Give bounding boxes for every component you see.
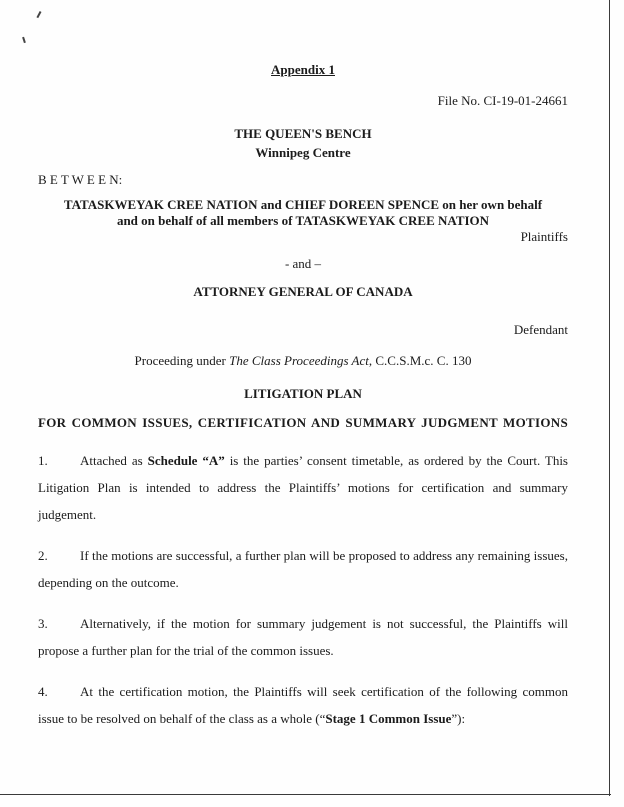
- paragraph-4-number: 4.: [38, 684, 48, 699]
- plaintiff-line-1: TATASKWEYAK CREE NATION and CHIEF DOREEN SPENCE on her own behalf: [63, 197, 543, 212]
- plaintiff-role-label: Plaintiffs: [520, 229, 568, 244]
- scan-edge-line-right: [609, 0, 610, 796]
- and-separator: - and –: [284, 256, 322, 271]
- appendix-heading: Appendix 1: [271, 62, 335, 77]
- paragraph-4-text: ”):: [451, 711, 466, 726]
- paragraph-4-text: At the certification motion, the Plaintiffs will seek certification of the following common issue to be resolved on behalf of the class as a whole (“: [38, 684, 568, 726]
- proceeding-line: [38, 353, 568, 369]
- court-centre: Winnipeg Centre: [255, 145, 351, 160]
- scan-edge-line-bottom: [0, 794, 611, 795]
- paragraph-1-number: 1.: [38, 453, 48, 468]
- between-label: B E T W E E N:: [38, 172, 123, 187]
- proceeding-prefix: Proceeding under: [134, 353, 230, 368]
- paragraph-3-text: Alternatively, if the motion for summary judgement is not successful, the Plaintiffs will propose a further plan for the trial of the common issues.: [38, 616, 568, 658]
- defendant-role-label: Defendant: [513, 322, 568, 337]
- paragraph-3-number: 3.: [38, 616, 48, 631]
- paragraph-4: [38, 678, 568, 732]
- defendant-name: ATTORNEY GENERAL OF CANADA: [193, 284, 413, 299]
- paragraph-1-text-bold: Schedule “A”: [147, 453, 225, 468]
- court-name: THE QUEEN'S BENCH: [234, 126, 372, 141]
- paragraph-4-text-bold: Stage 1 Common Issue: [325, 711, 452, 726]
- paragraph-2-number: 2.: [38, 548, 48, 563]
- paragraph-1-text: Attached as: [80, 453, 148, 468]
- paragraph-1: [38, 447, 568, 528]
- paragraph-2-text: If the motions are successful, a further plan will be proposed to address any remaining issues, depending on the outcome.: [38, 548, 568, 590]
- proceeding-suffix: , C.C.S.M.c. C. 130: [368, 353, 472, 368]
- plaintiff-name-block: [38, 197, 568, 229]
- plaintiff-line-2: and on behalf of all members of TATASKWEYAK CREE NATION: [116, 213, 490, 228]
- paragraph-3: [38, 610, 568, 664]
- document-title: LITIGATION PLAN: [244, 386, 362, 401]
- document-subtitle: FOR COMMON ISSUES, CERTIFICATION AND SUMMARY JUDGMENT MOTIONS: [38, 415, 568, 430]
- paragraph-1-text: is the parties’ consent timetable, as ordered by the Court. This Litigation Plan is intended to address the Plaintiffs’ motions for certification and summary judgement.: [38, 453, 568, 522]
- file-number: File No. CI-19-01-24661: [437, 93, 568, 108]
- proceeding-act-title: The Class Proceedings Act: [229, 353, 369, 368]
- paragraph-2: [38, 542, 568, 596]
